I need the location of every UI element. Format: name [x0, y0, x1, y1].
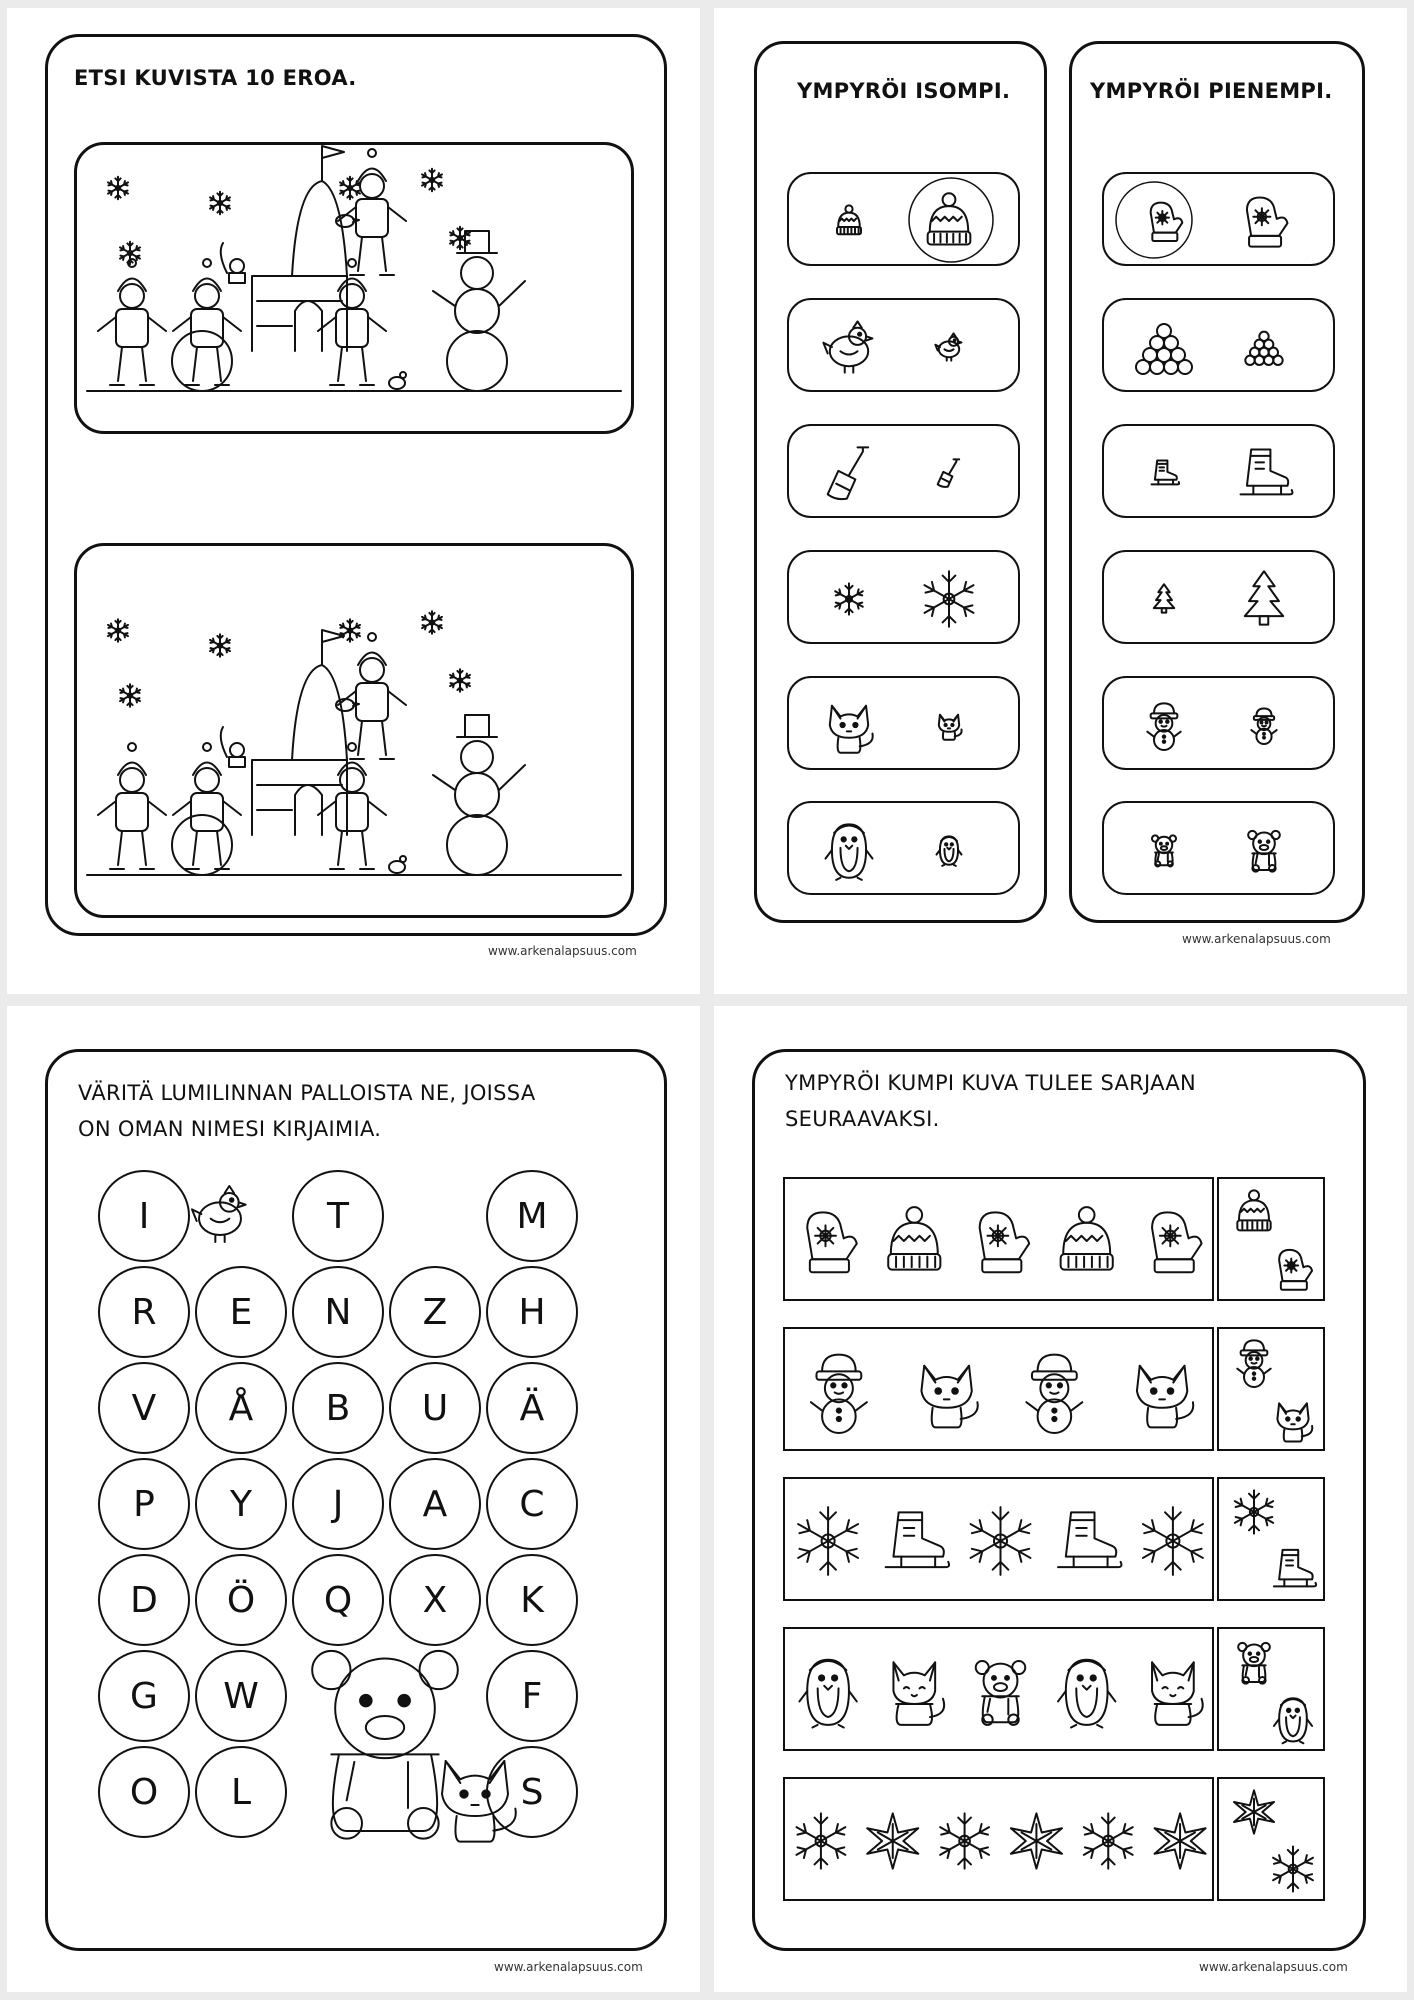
mitten-icon: [1152, 1212, 1202, 1272]
page-title-line-1: VÄRITÄ LUMILINNAN PALLOISTA NE, JOISSA: [78, 1081, 536, 1105]
cat-icon: [1152, 1662, 1203, 1725]
snowflake-icon: [120, 242, 140, 265]
star-icon: [1011, 1813, 1062, 1868]
letter-ball[interactable]: R: [98, 1266, 190, 1358]
letter-ball[interactable]: Ö: [195, 1554, 287, 1646]
child-figure: [318, 743, 386, 869]
letter-ball[interactable]: Å: [195, 1362, 287, 1454]
letter-ball[interactable]: E: [195, 1266, 287, 1358]
right-column-frame: [1069, 41, 1365, 923]
bear-icon: [312, 1651, 458, 1839]
letter-ball[interactable]: C: [486, 1458, 578, 1550]
scene-top: [74, 142, 634, 434]
letter-ball[interactable]: F: [486, 1650, 578, 1742]
snowman-icon: [1237, 1340, 1270, 1387]
size-compare-row[interactable]: [787, 172, 1020, 266]
mouse: [389, 856, 406, 873]
letter-ball[interactable]: I: [98, 1170, 190, 1262]
footer-url: www.arkenalapsuus.com: [1182, 932, 1331, 946]
footer-url: www.arkenalapsuus.com: [494, 1960, 643, 1974]
page-frame: [752, 1049, 1366, 1951]
footer-url: www.arkenalapsuus.com: [488, 944, 637, 958]
footer-url: www.arkenalapsuus.com: [1199, 1960, 1348, 1974]
bear-icon: [1248, 831, 1280, 872]
beanie-icon: [1061, 1207, 1113, 1270]
penguin-icon: [1058, 1660, 1115, 1728]
sequence-options[interactable]: [1217, 1627, 1325, 1751]
snowflake-icon: [1143, 1507, 1203, 1575]
sequence-row: [783, 1327, 1214, 1451]
sequence-row: [783, 1177, 1214, 1301]
sequence-options[interactable]: [1217, 1177, 1325, 1301]
snowman-icon: [1251, 709, 1276, 744]
fox-icon: [1137, 1366, 1193, 1428]
letter-ball[interactable]: T: [292, 1170, 384, 1262]
letter-ball[interactable]: L: [195, 1746, 287, 1838]
letter-ball[interactable]: A: [389, 1458, 481, 1550]
size-compare-row[interactable]: [1102, 424, 1335, 518]
letter-ball[interactable]: N: [292, 1266, 384, 1358]
snowflake-icon: [422, 611, 442, 634]
mitten-icon: [1151, 203, 1183, 241]
cat-icon: [893, 1662, 944, 1725]
scene-bottom: [74, 543, 634, 918]
fox-icon: [1277, 1403, 1312, 1441]
fox-icon: [830, 706, 873, 753]
snowball-pile-icon: [1136, 324, 1192, 374]
ice-skate-icon: [1152, 461, 1180, 485]
snowflake-icon: [340, 619, 360, 642]
size-compare-row[interactable]: [1102, 172, 1335, 266]
penguin-icon: [937, 836, 962, 865]
star-icon: [1155, 1813, 1206, 1868]
snowman: [433, 231, 525, 391]
letter-ball[interactable]: O: [98, 1746, 190, 1838]
mitten-icon: [807, 1212, 857, 1272]
snowflake-icon: [340, 177, 360, 200]
snowflake-icon: [940, 1813, 989, 1868]
page-title-line-2: SEURAAVAKSI.: [785, 1107, 940, 1131]
size-compare-row[interactable]: [787, 550, 1020, 644]
snowflake-icon: [1084, 1813, 1133, 1868]
letter-ball[interactable]: G: [98, 1650, 190, 1742]
penguin-icon: [826, 824, 873, 879]
mouse: [389, 372, 406, 389]
ice-skate-icon: [1058, 1512, 1121, 1567]
letter-ball[interactable]: Q: [292, 1554, 384, 1646]
page-sequence: [714, 1006, 1407, 1992]
snowflake-icon: [210, 634, 230, 657]
letter-ball[interactable]: P: [98, 1458, 190, 1550]
letter-ball[interactable]: K: [486, 1554, 578, 1646]
fox-icon: [921, 1366, 977, 1428]
page-spot-differences: [7, 8, 700, 994]
snowflake-icon: [108, 619, 128, 642]
size-compare-row[interactable]: [1102, 550, 1335, 644]
snowflake-icon: [210, 192, 230, 215]
page-title-line-2: ON OMAN NIMESI KIRJAIMIA.: [78, 1117, 382, 1141]
snowman-icon: [1147, 703, 1180, 750]
snowman-icon: [1026, 1355, 1082, 1433]
snowflake-icon: [120, 684, 140, 707]
letter-ball[interactable]: V: [98, 1362, 190, 1454]
fox-icon: [939, 715, 962, 740]
size-compare-row[interactable]: [787, 801, 1020, 895]
size-compare-row[interactable]: [787, 298, 1020, 392]
mitten-icon: [1247, 198, 1288, 247]
squirrel: [221, 243, 245, 283]
letter-ball[interactable]: U: [389, 1362, 481, 1454]
left-column-title: YMPYRÖI ISOMPI.: [797, 79, 1011, 103]
star-icon: [1234, 1790, 1274, 1833]
child-figure: [98, 743, 166, 869]
snowman: [433, 715, 525, 875]
ice-skate-icon: [1241, 450, 1293, 495]
bear-icon: [976, 1661, 1026, 1725]
bird-icon: [935, 333, 961, 360]
size-compare-row[interactable]: [787, 424, 1020, 518]
page-frame: [45, 1049, 667, 1951]
beanie-icon: [837, 205, 861, 234]
size-compare-row[interactable]: [787, 676, 1020, 770]
sequence-row: [783, 1477, 1214, 1601]
child-figure: [338, 633, 406, 759]
sequence-row: [783, 1627, 1214, 1751]
letter-ball[interactable]: H: [486, 1266, 578, 1358]
snowflake-icon: [798, 1507, 858, 1575]
sequence-options[interactable]: [1217, 1477, 1325, 1601]
left-column-frame: [754, 41, 1047, 923]
snowball-pile-icon: [1245, 332, 1282, 365]
beanie-icon: [1237, 1190, 1270, 1230]
bird-icon: [192, 1186, 246, 1242]
right-column-title: YMPYRÖI PIENEMPI.: [1090, 79, 1333, 103]
letter-ball[interactable]: J: [292, 1458, 384, 1550]
beanie-icon: [888, 1207, 940, 1270]
snowman-icon: [811, 1355, 867, 1433]
page-size-compare: [714, 8, 1407, 994]
letter-ball[interactable]: Y: [195, 1458, 287, 1550]
sequence-row: [783, 1777, 1214, 1901]
letter-ball[interactable]: Z: [389, 1266, 481, 1358]
snowflake-icon: [924, 571, 973, 626]
bear-icon: [1238, 1643, 1270, 1684]
snowflake-icon: [971, 1507, 1031, 1575]
child-figure: [318, 259, 386, 385]
letter-ball[interactable]: D: [98, 1554, 190, 1646]
size-compare-row[interactable]: [1102, 676, 1335, 770]
page-letters: [7, 1006, 700, 1992]
page-frame: [45, 34, 667, 936]
pine-tree-icon: [1245, 571, 1283, 624]
letter-ball[interactable]: S: [486, 1746, 578, 1838]
page-title-line-1: YMPYRÖI KUMPI KUVA TULEE SARJAAN: [785, 1071, 1197, 1095]
snowflake-icon: [422, 169, 442, 192]
size-compare-row[interactable]: [1102, 801, 1335, 895]
penguin-icon: [799, 1660, 856, 1728]
shovel-icon: [938, 459, 960, 486]
snowball: [172, 815, 232, 875]
child-figure: [98, 259, 166, 385]
mitten-icon: [1279, 1250, 1312, 1290]
sequence-options[interactable]: [1217, 1777, 1325, 1901]
child-figure: [338, 149, 406, 275]
shovel-icon: [828, 447, 869, 499]
snowflake-icon: [796, 1813, 845, 1868]
snowball: [172, 331, 232, 391]
bird-icon: [823, 321, 872, 372]
letter-ball[interactable]: Ä: [486, 1362, 578, 1454]
sequence-options[interactable]: [1217, 1327, 1325, 1451]
mitten-icon: [980, 1212, 1030, 1272]
size-compare-row[interactable]: [1102, 298, 1335, 392]
snowflake-icon: [1273, 1846, 1313, 1891]
penguin-icon: [1274, 1698, 1312, 1743]
ice-skate-icon: [886, 1512, 949, 1567]
star-icon: [867, 1813, 918, 1868]
ice-skate-icon: [1274, 1550, 1316, 1586]
snowflake-icon: [450, 669, 470, 692]
snowflake-icon: [1235, 1490, 1273, 1533]
letter-ball[interactable]: W: [195, 1650, 287, 1742]
letter-ball[interactable]: B: [292, 1362, 384, 1454]
letter-ball[interactable]: M: [486, 1170, 578, 1262]
bear-icon: [1152, 835, 1176, 866]
pine-tree-icon: [1154, 584, 1174, 612]
letter-ball[interactable]: X: [389, 1554, 481, 1646]
snowflake-icon: [108, 177, 128, 200]
squirrel: [221, 727, 245, 767]
snowflake-icon: [835, 583, 863, 614]
page-title: ETSI KUVISTA 10 EROA.: [74, 66, 357, 90]
beanie-icon: [928, 193, 971, 244]
